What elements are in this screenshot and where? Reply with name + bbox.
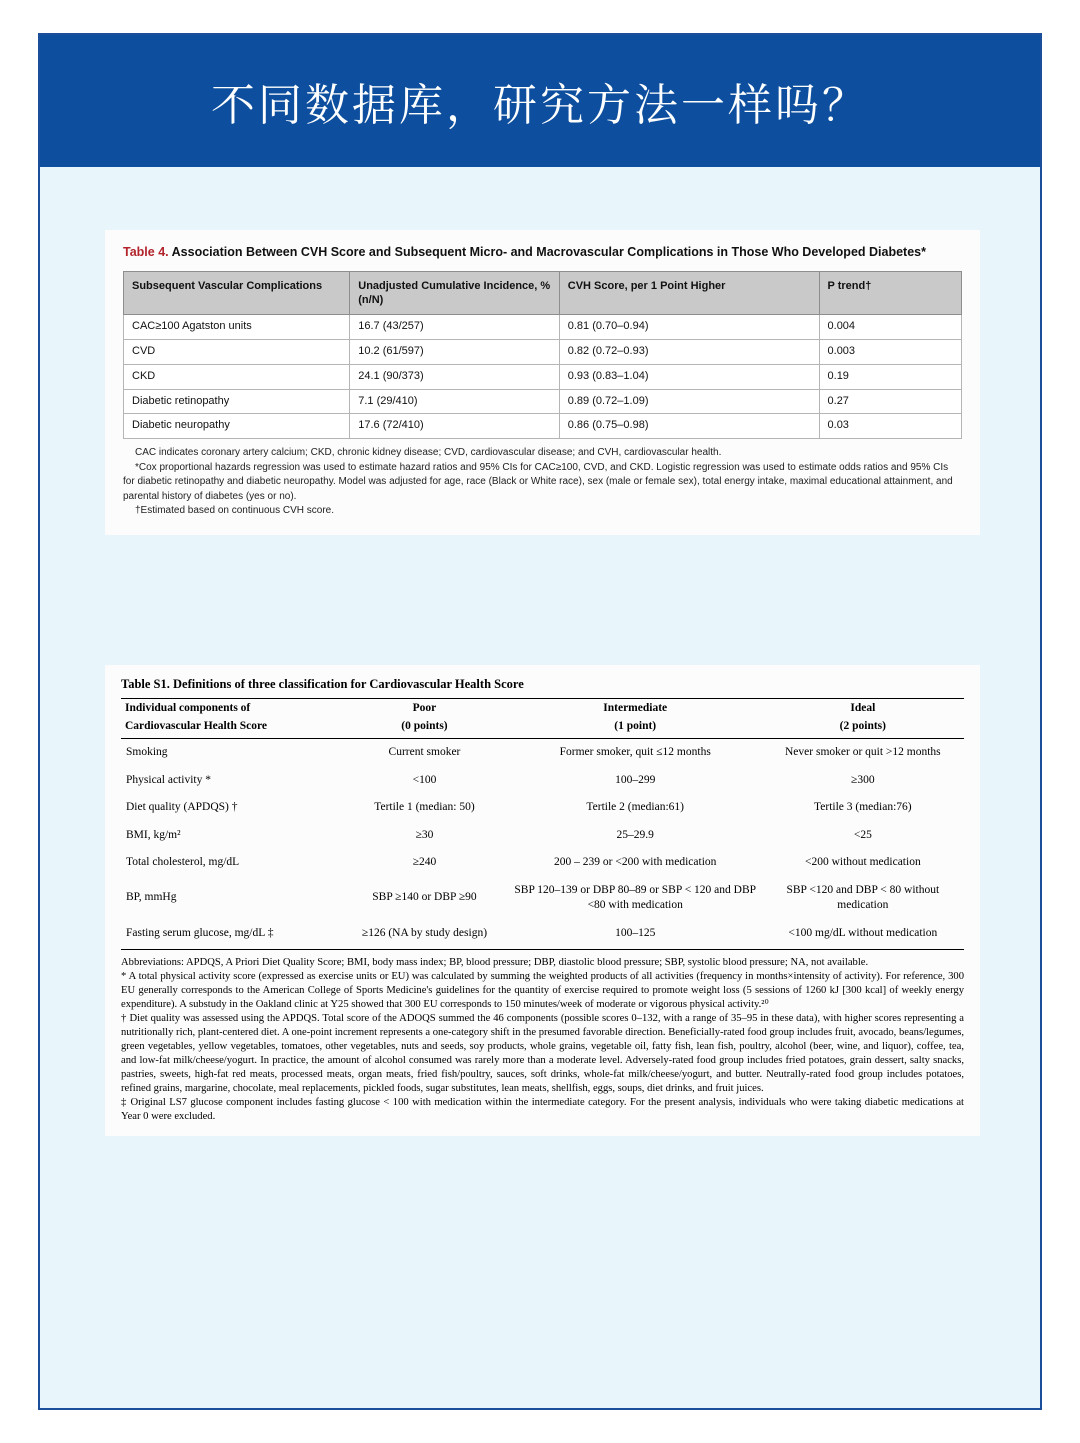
table4-footnote: *Cox proportional hazards regression was used to estimate hazard ratios and 95% CIs for CAC≥100, CVD, and CKD. Logistic regression was used to estimate odds ratios and 95% CIs for diabetic retinopathy and diabetic neuropathy. Model was adjusted for age, race (Black or White race), sex (male or female sex), total energy intake, maximal educational attainment, and parental history of diabetes (yes or no). xyxy=(123,461,953,502)
table4-footnotes xyxy=(123,446,962,519)
tableS1-cell-intermediate: 100–125 xyxy=(509,920,762,950)
tableS1 xyxy=(121,699,964,950)
table4-cell: Diabetic retinopathy xyxy=(124,389,350,414)
tableS1-col-intermediate-line1: Intermediate xyxy=(603,702,668,714)
table4-cell: 0.81 (0.70–0.94) xyxy=(559,315,819,340)
table4-col-cvh-score: CVH Score, per 1 Point Higher xyxy=(559,271,819,315)
tableS1-cell-poor: ≥30 xyxy=(415,828,434,841)
table4-cell: 7.1 (29/410) xyxy=(350,389,560,414)
tableS1-caption: Table S1. Definitions of three classification for Cardiovascular Health Score xyxy=(121,677,964,699)
table4-cell: 0.004 xyxy=(819,315,961,340)
table4-cell: 0.93 (0.83–1.04) xyxy=(559,364,819,389)
table4-col-ptrend: P trend† xyxy=(819,271,961,315)
table4-col-complications: Subsequent Vascular Complications xyxy=(124,271,350,315)
tableS1-cell-poor: Current smoker xyxy=(388,746,461,758)
table-row xyxy=(121,794,964,822)
table-row xyxy=(124,364,962,389)
table4-cell: 16.7 (43/257) xyxy=(350,315,560,340)
tableS1-cell-poor: Tertile 1 (median: 50) xyxy=(374,801,475,814)
tableS1-footnote: * A total physical activity score (expressed as exercise units or EU) was calculated by summing the weighted products of all activities (frequency in months×intensity of activity). For reference, 300 EU generally corresponds to the American College of Sports Medicine's guidelines for the quantity of exercise required to promote weight loss (5 sessions of 1260 kJ [300 kcal] of weekly energy expenditure). A substudy in the Oakland clinic at Y25 showed that 300 EU corresponds to 150 minutes/week of moderate or vigorous physical activity.²⁰ xyxy=(121,971,964,1011)
tableS1-cell-component: BMI, kg/m² xyxy=(126,828,181,841)
table-row xyxy=(121,767,964,795)
tableS1-footnote: ‡ Original LS7 glucose component includes fasting glucose < 100 with medication within the intermediate category. For the present analysis, individuals who were taking diabetic medications at Year 0 were excluded. xyxy=(121,1096,964,1122)
tableS1-cell-poor: ≥240 xyxy=(412,856,437,869)
table4-footnote: †Estimated based on continuous CVH score. xyxy=(135,505,334,517)
tableS1-col-ideal-line1: Ideal xyxy=(850,702,876,714)
table4-caption xyxy=(123,244,962,261)
table-row xyxy=(124,315,962,340)
table4-caption-text: Association Between CVH Score and Subsequent Micro- and Macrovascular Complications in Those Who Developed Diabetes* xyxy=(171,245,926,259)
table4-cell: CKD xyxy=(124,364,350,389)
tableS1-cell-ideal: Tertile 3 (median:76) xyxy=(814,801,912,814)
tableS1-footnotes xyxy=(121,956,964,1124)
table4-header-row xyxy=(124,271,962,315)
tableS1-col-ideal-line2: (2 points) xyxy=(762,717,964,739)
table4-cell: Diabetic neuropathy xyxy=(124,414,350,439)
slide xyxy=(38,33,1042,1410)
tableS1-col-component-line1: Individual components of xyxy=(125,702,251,714)
tableS1-cell-poor: <100 xyxy=(412,773,437,786)
tableS1-cell-ideal: ≥300 xyxy=(851,773,875,786)
table4-cell: 0.003 xyxy=(819,340,961,365)
slide-title-bar xyxy=(40,35,1040,167)
table4 xyxy=(123,271,962,439)
table4-cell: 0.03 xyxy=(819,414,961,439)
table4-cell: 17.6 (72/410) xyxy=(350,414,560,439)
table4-cell: 0.82 (0.72–0.93) xyxy=(559,340,819,365)
table4-cell: 0.86 (0.75–0.98) xyxy=(559,414,819,439)
table4-cell: 0.19 xyxy=(819,364,961,389)
tableS1-cell-component: Fasting serum glucose, mg/dL ‡ xyxy=(121,920,340,950)
table-row xyxy=(121,877,964,920)
tableS1-col-poor-line1: Poor xyxy=(412,702,437,714)
table4-footnote: CAC indicates coronary artery calcium; CKD, chronic kidney disease; CVD, cardiovascular disease; and CVH, cardiovascular health. xyxy=(135,447,722,459)
page-title: 不同数据库，研究方法一样吗？ xyxy=(211,80,869,131)
tableS1-cell-intermediate: 25–29.9 xyxy=(616,828,654,841)
tableS1-cell-intermediate: SBP 120–139 or DBP 80–89 or SBP < 120 and DBP <80 with medication xyxy=(514,883,757,912)
table4-cell: CAC≥100 Agatston units xyxy=(124,315,350,340)
tableS1-cell-intermediate: Tertile 2 (median:61) xyxy=(586,801,684,814)
tableS1-cell-component: Diet quality (APDQS) † xyxy=(126,801,238,814)
tableS1-cell-component: Physical activity * xyxy=(126,773,211,786)
tableS1-cell-poor: ≥126 (NA by study design) xyxy=(340,920,509,950)
tableS1-cell-intermediate: Former smoker, quit ≤12 months xyxy=(559,746,711,758)
tableS1-cell-component: BP, mmHg xyxy=(126,891,177,904)
tableS1-cell-ideal: <100 mg/dL without medication xyxy=(762,920,964,950)
table-row xyxy=(121,849,964,877)
tableS1-cell-poor: SBP ≥140 or DBP ≥90 xyxy=(372,891,477,904)
table4-cell: 0.27 xyxy=(819,389,961,414)
tableS1-cell-ideal: <25 xyxy=(853,828,872,841)
tableS1-card xyxy=(105,665,980,1136)
table4-card xyxy=(105,230,980,535)
tableS1-cell-component: Smoking xyxy=(126,746,168,758)
tableS1-cell-ideal: <200 without medication xyxy=(804,856,921,869)
tableS1-cell-component: Total cholesterol, mg/dL xyxy=(126,856,240,869)
tableS1-col-component-line2: Cardiovascular Health Score xyxy=(121,717,340,739)
table4-col-incidence: Unadjusted Cumulative Incidence, % (n/N) xyxy=(350,271,560,315)
tableS1-cell-intermediate: 200 – 239 or <200 with medication xyxy=(554,856,717,869)
tableS1-footnote: Abbreviations: APDQS, A Priori Diet Quality Score; BMI, body mass index; BP, blood pressure; DBP, diastolic blood pressure; SBP, systolic blood pressure; NA, not available. xyxy=(121,957,869,969)
tableS1-col-intermediate-line2: (1 point) xyxy=(509,717,762,739)
tableS1-header-row-1 xyxy=(121,699,964,717)
table4-cell: CVD xyxy=(124,340,350,365)
tableS1-footnote: † Diet quality was assessed using the APDQS. Total score of the ADOQS summed the 46 components (possible scores 0–132, with a range of 35–95 in these data), with higher scores representing a nutritionally rich, plant-centered diet. A one-point increment represents a one-category shift in the presumed favorable direction. Beneficially-rated food group includes fruit, avocado, beans/legumes, green vegetables, yellow vegetables, tomatoes, other vegetables, nuts and seeds, soy products, whole grains, vegetable oil, fatty fish, lean fish, poultry, alcohol (beer, wine, and liquor), coffee, tea, and low-fat milk/cheese/yogurt. In practice, the amount of alcohol consumed was rarely more than a moderate level. Adversely-rated food group includes fried potatoes, grain dessert, salty snacks, pastries, sweets, high-fat red meats, processed meats, organ meats, fried fish/poultry, sauces, soft drinks, whole-fat milk/cheese/yogurt, and butter. Neutrally-rated food group includes potatoes, refined grains, margarine, chocolate, meal replacements, pickled foods, sugar substitutes, lean meats, shellfish, eggs, soups, diet drinks, and fruit juices. xyxy=(121,1013,964,1094)
table-row xyxy=(121,822,964,850)
table4-cell: 24.1 (90/373) xyxy=(350,364,560,389)
table-row xyxy=(124,340,962,365)
table-row xyxy=(124,389,962,414)
table-row xyxy=(121,920,964,950)
table4-label: Table 4. xyxy=(123,245,169,259)
table-row xyxy=(124,414,962,439)
tableS1-col-poor-line2: (0 points) xyxy=(340,717,509,739)
tableS1-cell-ideal: SBP <120 and DBP < 80 without medication xyxy=(786,883,940,912)
tableS1-cell-intermediate: 100–299 xyxy=(615,773,656,786)
tableS1-cell-ideal: Never smoker or quit >12 months xyxy=(785,746,941,758)
table4-cell: 10.2 (61/597) xyxy=(350,340,560,365)
table-row xyxy=(121,739,964,767)
tableS1-header-row-2 xyxy=(121,717,964,739)
table4-cell: 0.89 (0.72–1.09) xyxy=(559,389,819,414)
